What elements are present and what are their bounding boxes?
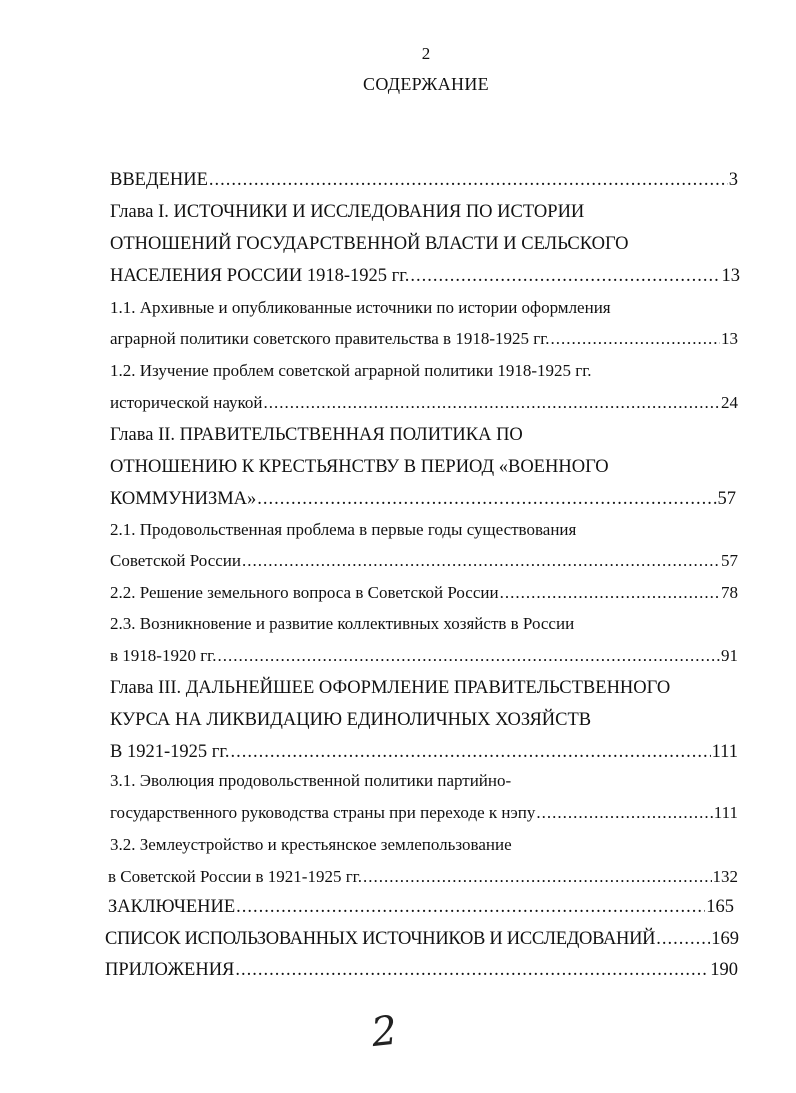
toc-entry-conclusion [108, 894, 734, 920]
toc-entry-section-3-2 [108, 864, 738, 890]
toc-leader-dots [656, 926, 710, 952]
toc-leader-dots [235, 957, 709, 983]
toc-entry-page: 13 [721, 266, 740, 286]
toc-entry-text: СПИСОК ИСПОЛЬЗОВАННЫХ ИСТОЧНИКОВ И ИССЛЕДОВАНИЙ [105, 929, 656, 949]
page-number: 2 [421, 44, 431, 63]
toc-entry-section-1-2 [110, 390, 738, 416]
toc-entry-page: 13 [721, 329, 738, 348]
toc-entry-text: КОММУНИЗМА» [110, 489, 257, 509]
toc-entry-section-2-2 [110, 580, 738, 606]
toc-entry-page: 132 [712, 867, 738, 886]
toc-entry-text: НАСЕЛЕНИЯ РОССИИ 1918-1925 гг. [110, 266, 410, 286]
toc-chapter-2-heading-cont: ОТНОШЕНИЮ К КРЕСТЬЯНСТВУ В ПЕРИОД «ВОЕННОГО [110, 457, 609, 477]
toc-leader-dots [500, 580, 720, 606]
toc-entry-chapter-3 [110, 739, 738, 765]
toc-chapter-2-heading: Глава II. ПРАВИТЕЛЬСТВЕННАЯ ПОЛИТИКА ПО [110, 425, 523, 445]
toc-entry-introduction [110, 167, 738, 193]
toc-leader-dots [551, 326, 720, 352]
toc-entry-text: аграрной политики советского правительства в 1918-1925 гг. [110, 329, 550, 348]
toc-chapter-3-heading: Глава III. ДАЛЬНЕЙШЕЕ ОФОРМЛЕНИЕ ПРАВИТЕЛЬСТВЕННОГО [110, 678, 671, 698]
toc-entry-page: 57 [721, 551, 738, 570]
toc-entry-page: 24 [721, 393, 738, 412]
toc-leader-dots [363, 864, 712, 890]
toc-entry-page: 111 [713, 803, 738, 822]
toc-entry-text: В 1921-1925 гг. [110, 742, 230, 762]
toc-entry-chapter-1 [110, 263, 740, 289]
toc-entry-chapter-2 [110, 486, 736, 512]
toc-entry-section-2-1 [110, 548, 738, 574]
toc-entry-page: 57 [717, 489, 736, 509]
toc-entry-text: государственного руководства страны при переходе к нэпу [110, 803, 536, 822]
toc-entry-appendices [105, 957, 738, 983]
toc-entry-text: Советской России [110, 551, 241, 570]
toc-section-3-2-heading: 3.2. Землеустройство и крестьянское землепользование [110, 835, 512, 854]
toc-chapter-1-heading-cont: ОТНОШЕНИЙ ГОСУДАРСТВЕННОЙ ВЛАСТИ И СЕЛЬСКОГО [110, 234, 629, 254]
toc-entry-page: 165 [706, 897, 734, 917]
toc-leader-dots [264, 390, 720, 416]
toc-section-2-3-heading: 2.3. Возникновение и развитие коллективных хозяйств в России [110, 614, 575, 633]
handwritten-page-number: 2 [369, 1007, 400, 1057]
toc-leader-dots [536, 800, 712, 826]
toc-entry-text: в 1918-1920 гг. [110, 646, 217, 665]
toc-entry-page: 111 [711, 742, 738, 762]
toc-leader-dots [410, 263, 720, 289]
toc-leader-dots [236, 894, 705, 920]
toc-entry-text: ЗАКЛЮЧЕНИЕ [108, 897, 236, 917]
toc-section-2-1-heading: 2.1. Продовольственная проблема в первые годы существования [110, 520, 577, 539]
toc-entry-section-1-1 [110, 326, 738, 352]
toc-entry-text: в Советской России в 1921-1925 гг. [108, 867, 362, 886]
toc-leader-dots [257, 486, 716, 512]
toc-entry-text: 2.2. Решение земельного вопроса в Советской России [110, 583, 499, 602]
toc-entry-section-2-3 [110, 643, 738, 669]
toc-leader-dots [217, 643, 720, 669]
toc-leader-dots [209, 167, 728, 193]
toc-entry-bibliography [105, 926, 739, 952]
toc-chapter-3-heading-cont: КУРСА НА ЛИКВИДАЦИЮ ЕДИНОЛИЧНЫХ ХОЗЯЙСТВ [110, 710, 592, 730]
toc-entry-page: 3 [728, 170, 738, 190]
toc-entry-page: 190 [710, 960, 738, 980]
toc-entry-section-3-1 [110, 800, 738, 826]
toc-entry-page: 78 [721, 583, 738, 602]
toc-entry-text: исторической наукой [110, 393, 263, 412]
toc-leader-dots [242, 548, 720, 574]
toc-chapter-1-heading: Глава I. ИСТОЧНИКИ И ИССЛЕДОВАНИЯ ПО ИСТОРИИ [110, 202, 585, 222]
toc-entry-page: 169 [711, 929, 739, 949]
toc-section-3-1-heading: 3.1. Эволюция продовольственной политики партийно- [110, 771, 512, 790]
toc-title: СОДЕРЖАНИЕ [363, 74, 489, 94]
toc-entry-page: 91 [721, 646, 738, 665]
toc-entry-text: ВВЕДЕНИЕ [110, 170, 208, 190]
toc-section-1-1-heading: 1.1. Архивные и опубликованные источники по истории оформления [110, 298, 611, 317]
toc-leader-dots [230, 739, 710, 765]
toc-section-1-2-heading: 1.2. Изучение проблем советской аграрной политики 1918-1925 гг. [110, 361, 592, 380]
toc-entry-text: ПРИЛОЖЕНИЯ [105, 960, 235, 980]
